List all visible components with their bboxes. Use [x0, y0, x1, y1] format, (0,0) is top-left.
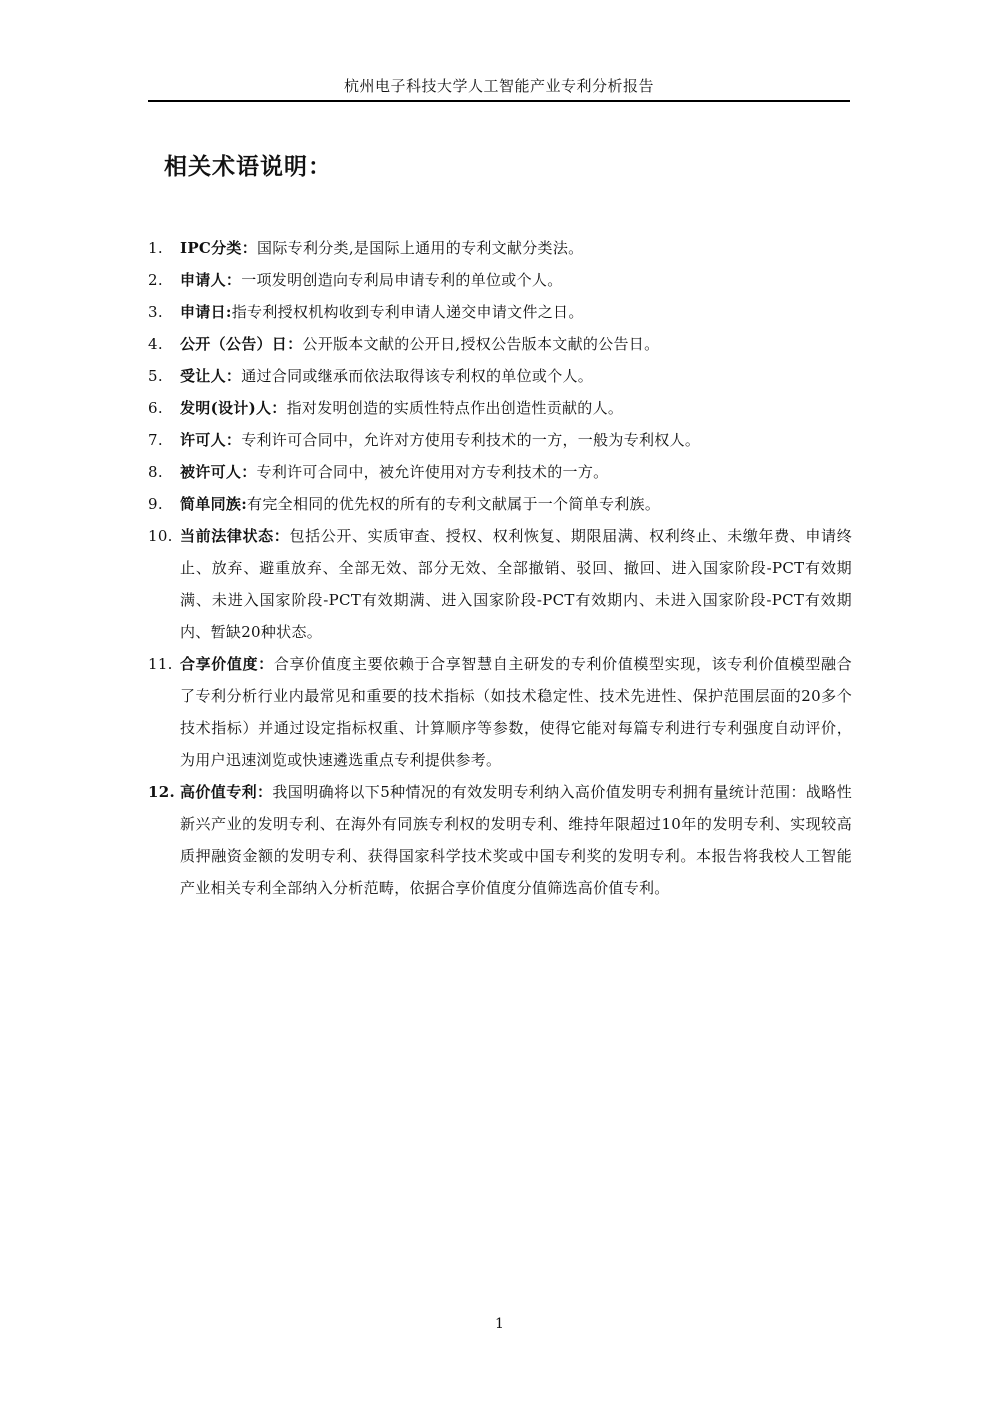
term-item-inventor: [148, 392, 852, 424]
term-name: 申请日:: [180, 303, 232, 321]
term-name: 合享价值度：: [180, 655, 274, 673]
term-number: 6.: [148, 399, 163, 417]
term-description: 我国明确将以下5种情况的有效发明专利纳入高价值发明专利拥有量统计范围：战略性新兴产业的发明专利、在海外有同族专利权的发明专利、维持年限超过10年的发明专利、实现较高质押融资金额的发明专利、获得国家科学技术奖或中国专利奖的发明专利。本报告将我校人工智能产业相关专利全部纳入分析范畴，依据合享价值度分值筛选高价值专利。: [180, 783, 852, 897]
term-item-ipc-classification: [148, 232, 852, 264]
term-number: 8.: [148, 463, 163, 481]
term-number: 5.: [148, 367, 163, 385]
term-item-applicant: [148, 264, 852, 296]
term-description: 有完全相同的优先权的所有的专利文献属于一个简单专利族。: [247, 495, 661, 513]
term-number: 7.: [148, 431, 163, 449]
term-number: 11.: [148, 655, 173, 673]
term-description: 合享价值度主要依赖于合享智慧自主研发的专利价值模型实现，该专利价值模型融合了专利分析行业内最常见和重要的技术指标（如技术稳定性、技术先进性、保护范围层面的20多个技术指标）并通过设定指标权重、计算顺序等参数，使得它能对每篇专利进行专利强度自动评价，为用户迅速浏览或快速遴选重点专利提供参考。: [180, 655, 852, 769]
term-item-publication-date: [148, 328, 852, 360]
term-item-simple-family: [148, 488, 852, 520]
term-item-application-date: [148, 296, 852, 328]
term-description: 公开版本文献的公开日,授权公告版本文献的公告日。: [302, 335, 660, 353]
term-name: 受让人：: [180, 367, 242, 385]
term-name: 申请人：: [180, 271, 242, 289]
term-item-licensee: [148, 456, 852, 488]
term-name: 公开（公告）日：: [180, 335, 303, 353]
term-item-legal-status: [148, 520, 852, 648]
header-title: 杭州电子科技大学人工智能产业专利分析报告: [343, 77, 654, 95]
term-number: 9.: [148, 495, 163, 513]
term-description: 包括公开、实质审查、授权、权利恢复、期限届满、权利终止、未缴年费、申请终止、放弃、避重放弃、全部无效、部分无效、全部撤销、驳回、撤回、进入国家阶段-PCT有效期满、未进入国家阶段-PCT有效期满、进入国家阶段-PCT有效期内、未进入国家阶段-PCT有效期内、暂缺20种状态。: [180, 527, 852, 641]
term-name: IPC分类：: [180, 239, 258, 257]
term-number: 12.: [148, 783, 175, 801]
term-name: 简单同族:: [180, 495, 248, 513]
term-item-value-score: [148, 648, 852, 776]
term-item-licensor: [148, 424, 852, 456]
page-number: 1: [495, 1316, 504, 1332]
term-description: 国际专利分类,是国际上通用的专利文献分类法。: [257, 239, 584, 257]
terms-list: [148, 232, 852, 904]
term-description: 指专利授权机构收到专利申请人递交申请文件之日。: [231, 303, 584, 321]
term-number: 10.: [148, 527, 173, 545]
page-header: [148, 76, 850, 102]
term-description: 通过合同或继承而依法取得该专利权的单位或个人。: [241, 367, 594, 385]
term-number: 2.: [148, 271, 163, 289]
term-number: 1.: [148, 239, 163, 257]
term-description: 专利许可合同中，允许对方使用专利技术的一方，一般为专利权人。: [241, 431, 701, 449]
term-item-assignee: [148, 360, 852, 392]
term-number: 3.: [148, 303, 163, 321]
term-item-high-value-patent: [148, 776, 852, 904]
term-description: 一项发明创造向专利局申请专利的单位或个人。: [241, 271, 563, 289]
page-title: 相关术语说明：: [164, 154, 332, 180]
term-name: 高价值专利：: [180, 783, 273, 801]
term-name: 当前法律状态：: [180, 527, 290, 545]
term-name: 发明(设计)人：: [180, 399, 287, 417]
term-name: 许可人：: [180, 431, 242, 449]
term-description: 指对发明创造的实质性特点作出创造性贡献的人。: [286, 399, 624, 417]
term-number: 4.: [148, 335, 163, 353]
term-description: 专利许可合同中，被允许使用对方专利技术的一方。: [256, 463, 609, 481]
term-name: 被许可人：: [180, 463, 257, 481]
